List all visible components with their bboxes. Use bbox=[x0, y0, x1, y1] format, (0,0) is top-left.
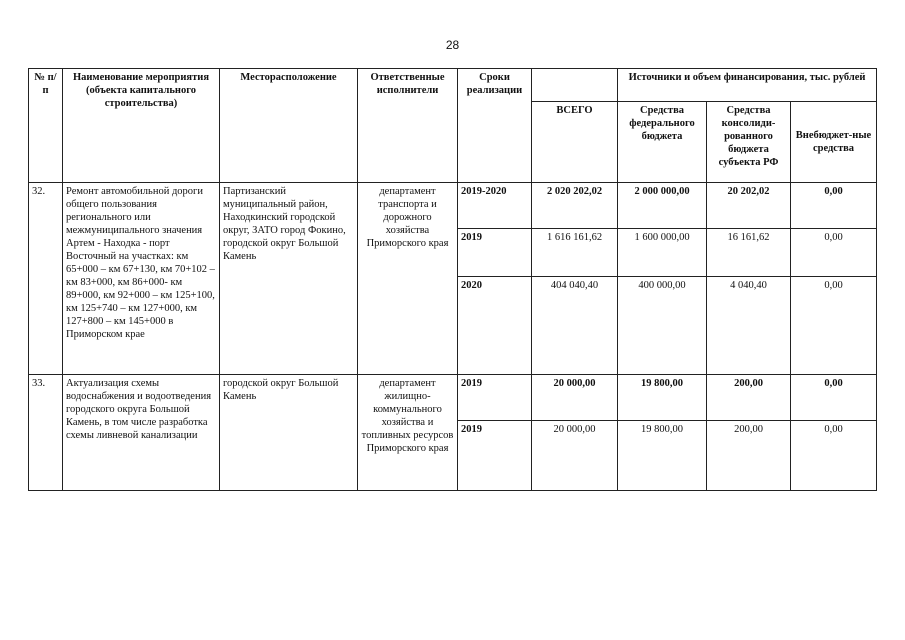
header-responsible: Ответственные исполнители bbox=[358, 69, 458, 183]
row-term: 2020 bbox=[458, 277, 532, 375]
row-total: 20 000,00 bbox=[532, 421, 618, 491]
header-name: Наименование мероприятия (объекта капитального строительства) bbox=[63, 69, 220, 183]
row-regional: 20 202,02 bbox=[707, 183, 791, 229]
row-extra: 0,00 bbox=[791, 229, 877, 277]
row-federal: 400 000,00 bbox=[618, 277, 707, 375]
table-row bbox=[29, 375, 877, 421]
row-total: 1 616 161,62 bbox=[532, 229, 618, 277]
row-location: Партизанский муниципальный район, Находкинский городской округ, ЗАТО город Фокино, городской округ Большой Камень bbox=[220, 183, 358, 375]
header-terms: Сроки реализации bbox=[458, 69, 532, 183]
row-federal: 19 800,00 bbox=[618, 421, 707, 491]
row-name: Актуализация схемы водоснабжения и водоотведения городского округа Большой Камень, в том числе разработка схемы ливневой канализации bbox=[63, 375, 220, 491]
header-location: Месторасположение bbox=[220, 69, 358, 183]
row-term: 2019-2020 bbox=[458, 183, 532, 229]
row-federal: 1 600 000,00 bbox=[618, 229, 707, 277]
table-row bbox=[29, 183, 877, 229]
header-regional: Средства консолиди-рованного бюджета субъекта РФ bbox=[707, 102, 791, 183]
row-extra: 0,00 bbox=[791, 183, 877, 229]
header-funding: Источники и объем финансирования, тыс. рублей bbox=[618, 69, 877, 102]
row-regional: 200,00 bbox=[707, 421, 791, 491]
funding-table bbox=[28, 68, 877, 491]
row-num: 32. bbox=[29, 183, 63, 375]
page-number: 28 bbox=[445, 38, 460, 52]
row-federal: 19 800,00 bbox=[618, 375, 707, 421]
row-num: 33. bbox=[29, 375, 63, 491]
header-total: ВСЕГО bbox=[532, 102, 618, 183]
row-term: 2019 bbox=[458, 421, 532, 491]
row-responsible: департамент транспорта и дорожного хозяйства Приморского края bbox=[358, 183, 458, 375]
row-responsible: департамент жилищно-коммунального хозяйства и топливных ресурсов Приморского края bbox=[358, 375, 458, 491]
row-extra: 0,00 bbox=[791, 375, 877, 421]
row-term: 2019 bbox=[458, 375, 532, 421]
row-name: Ремонт автомобильной дороги общего пользования регионального или межмуниципального значения Артем - Находка - порт Восточный на участках: км 65+000 – км 67+130, км 70+102 – км 83+000, км 86+000- км 89+000, км 92+000 – км 125+100, км 125+740 – км 127+000, км 127+800 – км 145+000 в Приморском крае bbox=[63, 183, 220, 375]
row-term: 2019 bbox=[458, 229, 532, 277]
row-regional: 200,00 bbox=[707, 375, 791, 421]
header-num: № п/п bbox=[29, 69, 63, 183]
row-regional: 4 040,40 bbox=[707, 277, 791, 375]
row-location: городской округ Большой Камень bbox=[220, 375, 358, 491]
row-total: 2 020 202,02 bbox=[532, 183, 618, 229]
row-regional: 16 161,62 bbox=[707, 229, 791, 277]
row-federal: 2 000 000,00 bbox=[618, 183, 707, 229]
header-federal: Средства федерального бюджета bbox=[618, 102, 707, 183]
row-total: 20 000,00 bbox=[532, 375, 618, 421]
row-extra: 0,00 bbox=[791, 421, 877, 491]
row-total: 404 040,40 bbox=[532, 277, 618, 375]
header-extra: Внебюджет-ные средства bbox=[791, 102, 877, 183]
row-extra: 0,00 bbox=[791, 277, 877, 375]
